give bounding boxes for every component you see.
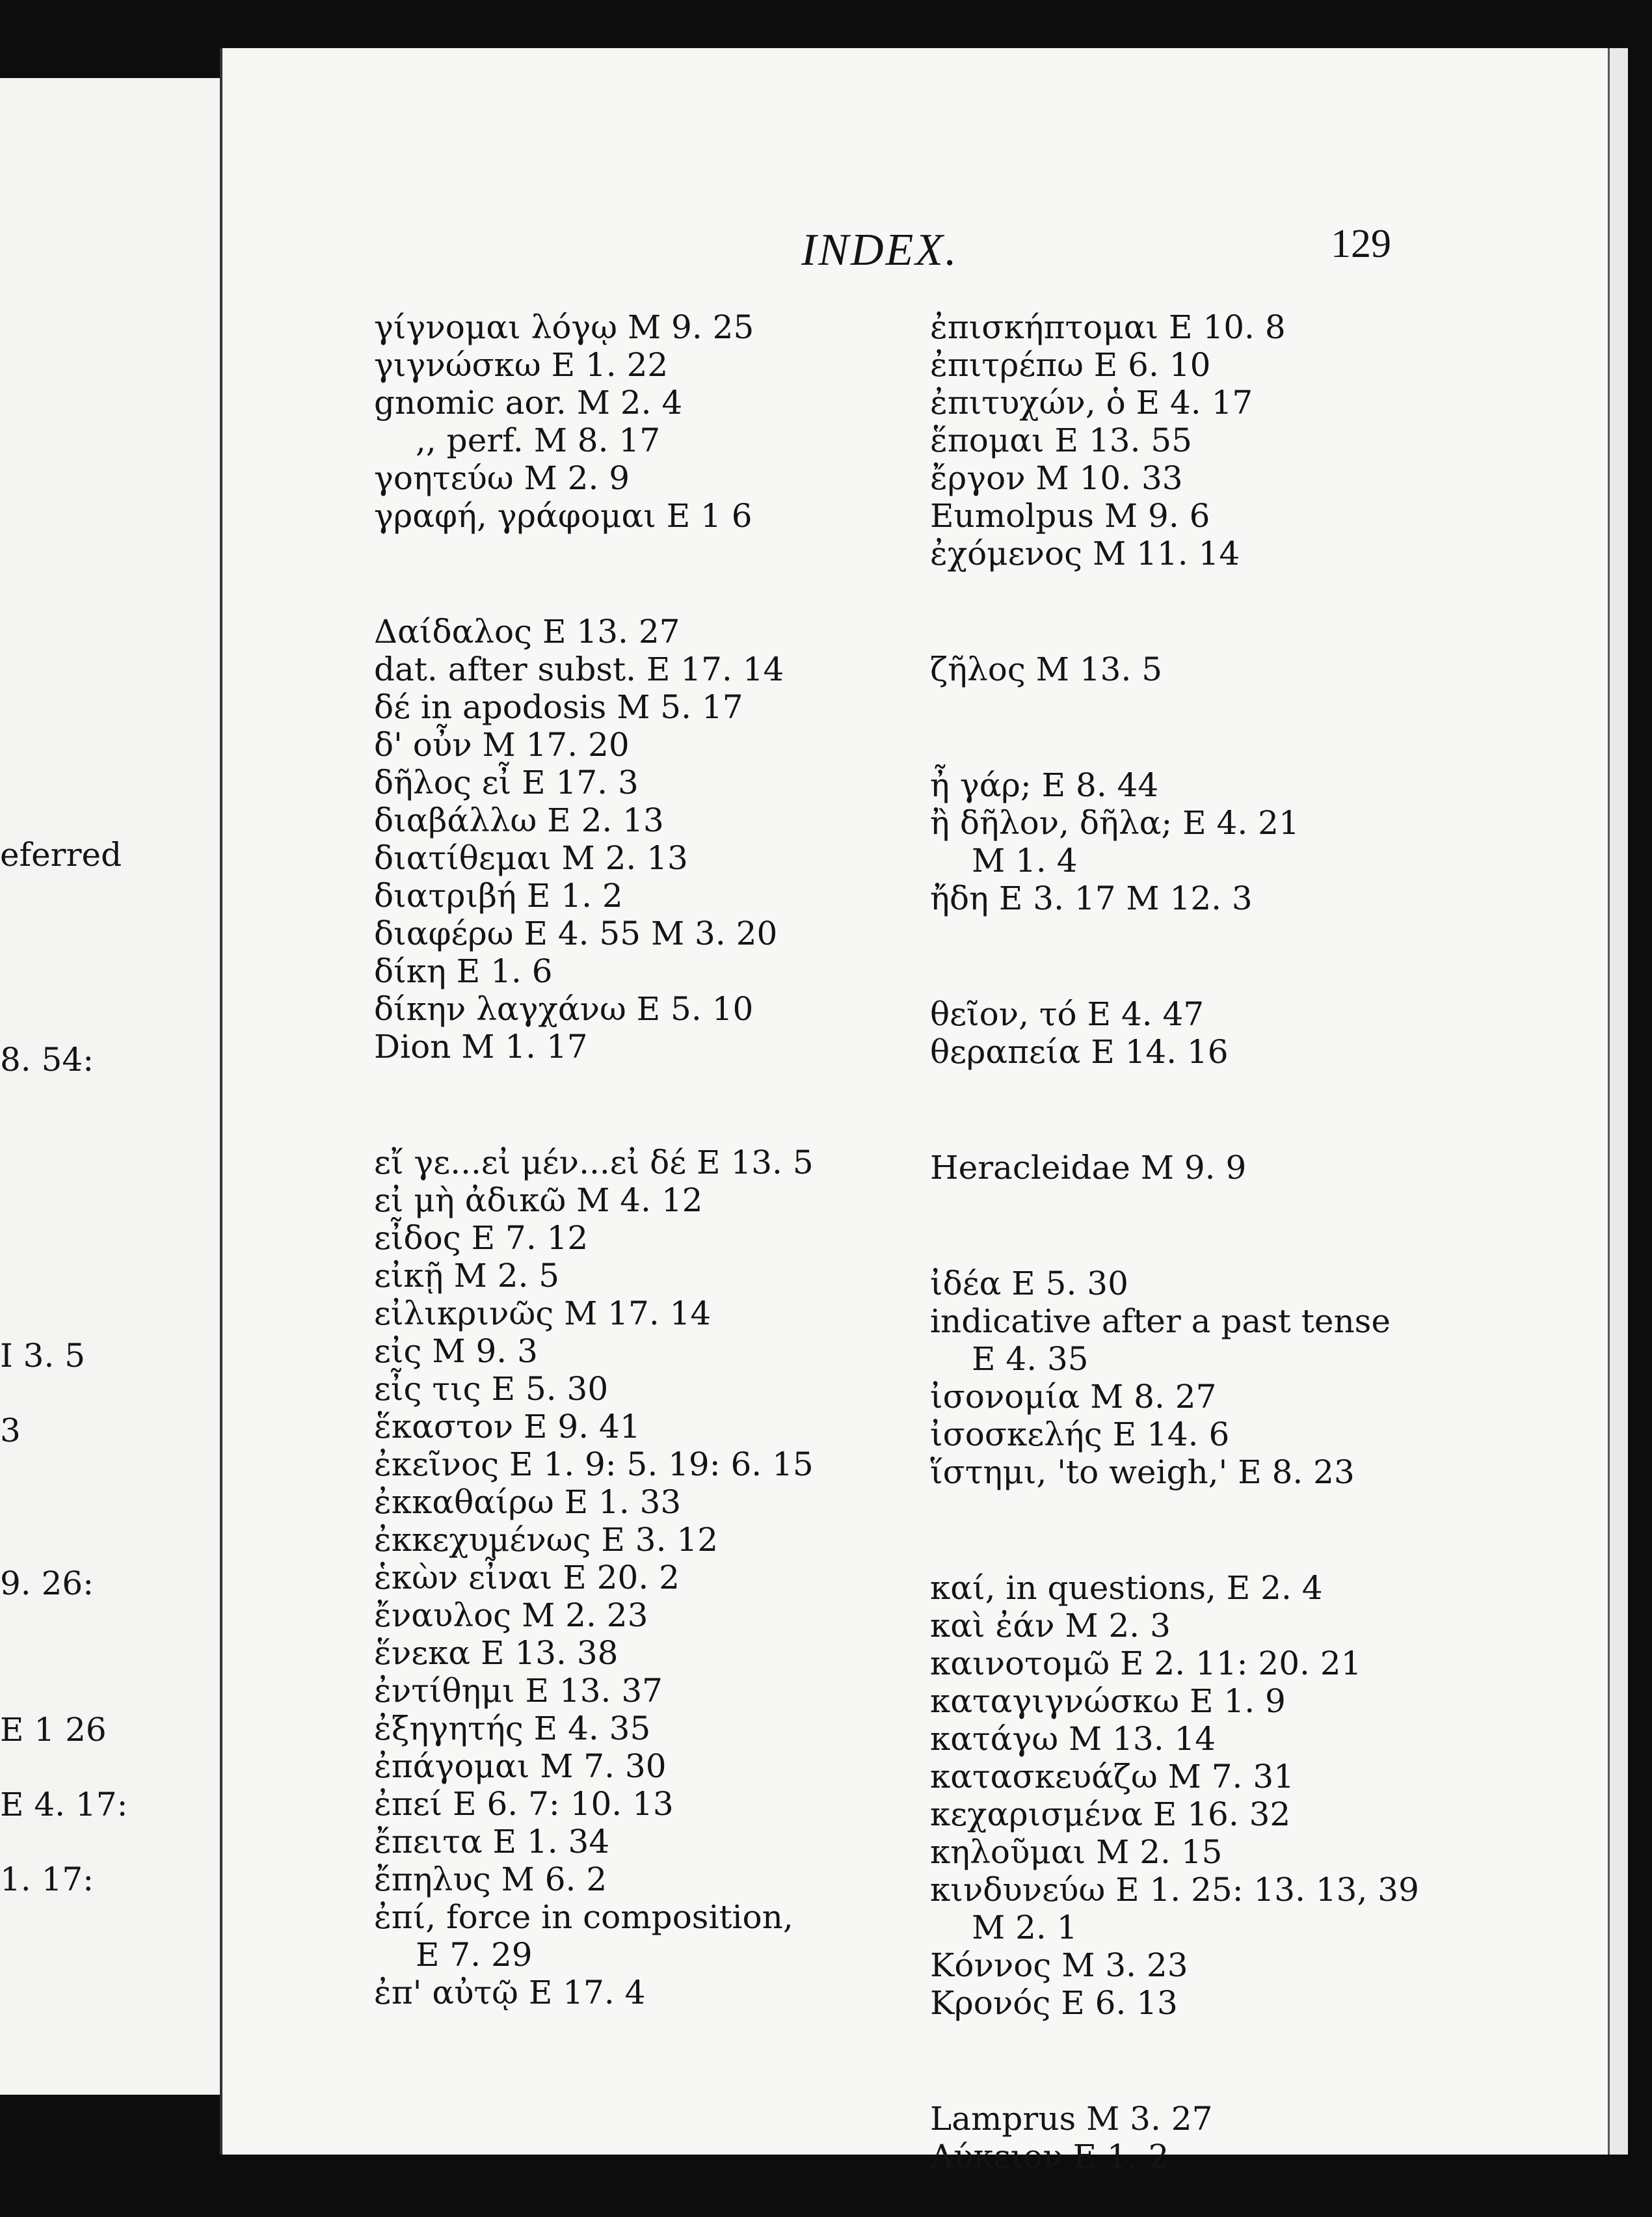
- index-entry: κεχαρισμένα E 16. 32: [930, 1795, 1291, 1833]
- index-entry: διαβάλλω E 2. 13: [374, 801, 664, 839]
- index-entry: δίκην λαγχάνω E 5. 10: [374, 990, 754, 1028]
- index-entry: εἰ μὴ ἀδικῶ M 4. 12: [374, 1181, 703, 1219]
- index-entry: ἐκκαθαίρω E 1. 33: [374, 1483, 682, 1521]
- index-entry: dat. after subst. E 17. 14: [374, 651, 784, 688]
- index-entry: ἐπ' αὐτῷ E 17. 4: [374, 1974, 646, 2011]
- page-edge: [1608, 48, 1628, 2155]
- index-entry: θεῖον, τό E 4. 47: [930, 995, 1205, 1033]
- left-page: [0, 78, 222, 2095]
- index-entry: εἶδος E 7. 12: [374, 1219, 589, 1257]
- index-entry: ἐπιτρέπω E 6. 10: [930, 346, 1211, 384]
- group-spacer: [930, 1187, 1450, 1265]
- index-entry: εἴ γε...εἰ μέν...εἰ δέ E 13. 5: [374, 1144, 814, 1181]
- index-entry: ἕπομαι E 13. 55: [930, 422, 1192, 459]
- group-spacer: [930, 2022, 1450, 2100]
- index-entry: διαφέρω E 4. 55 M 3. 20: [374, 915, 778, 952]
- index-entry: indicative after a past tense: [930, 1302, 1391, 1340]
- index-entry: ἕνεκα E 13. 38: [374, 1634, 619, 1672]
- index-entry: E 7. 29: [416, 1936, 533, 1974]
- index-entry: δέ in apodosis M 5. 17: [374, 688, 743, 726]
- index-entry: γοητεύω M 2. 9: [374, 459, 630, 497]
- index-entry: ἤδη E 3. 17 M 12. 3: [930, 880, 1253, 917]
- index-entry: Dion M 1. 17: [374, 1028, 588, 1066]
- index-entry: ἔπειτα E 1. 34: [374, 1823, 610, 1861]
- group-spacer: [374, 1066, 894, 1144]
- left-page-fragment: 3: [0, 1412, 21, 1449]
- index-entry: γίγνομαι λόγῳ M 9. 25: [374, 308, 754, 346]
- left-page-fragment: eferred: [0, 836, 122, 874]
- index-entry: ἔπηλυς M 6. 2: [374, 1861, 607, 1898]
- page-number: 129: [1331, 222, 1391, 266]
- index-column-right: [930, 308, 1450, 2175]
- index-entry: κατασκευάζω M 7. 31: [930, 1758, 1294, 1795]
- group-spacer: [374, 535, 894, 613]
- index-entry: καί, in questions, E 2. 4: [930, 1569, 1323, 1607]
- index-entry: ,, perf. M 8. 17: [416, 422, 661, 459]
- index-entry: ἐπί, force in composition,: [374, 1898, 793, 1936]
- index-entry: εἰς M 9. 3: [374, 1332, 538, 1370]
- index-entry: Κόννος M 3. 23: [930, 1946, 1188, 1984]
- index-entry: ἐπεί E 6. 7: 10. 13: [374, 1785, 674, 1823]
- index-entry: κινδυνεύω E 1. 25: 13. 13, 39: [930, 1871, 1419, 1909]
- group-spacer: [930, 1491, 1450, 1569]
- index-entry: κηλοῦμαι M 2. 15: [930, 1833, 1223, 1871]
- index-entry: ἐπάγομαι M 7. 30: [374, 1747, 667, 1785]
- left-page-fragment: E 4. 17:: [0, 1786, 128, 1823]
- group-spacer: [930, 572, 1450, 651]
- index-entry: διατίθεμαι M 2. 13: [374, 839, 688, 877]
- index-entry: ἔναυλος M 2. 23: [374, 1596, 648, 1634]
- index-entry: gnomic aor. M 2. 4: [374, 384, 683, 422]
- left-page-fragment: 9. 26:: [0, 1565, 94, 1602]
- group-spacer: [930, 688, 1450, 766]
- index-entry: ἵστημι, 'to weigh,' E 8. 23: [930, 1453, 1355, 1491]
- left-page-fragment: I 3. 5: [0, 1337, 86, 1375]
- left-page-fragment: E 1 26: [0, 1711, 107, 1749]
- index-entry: ἰδέα E 5. 30: [930, 1265, 1128, 1302]
- index-entry: εἶς τις E 5. 30: [374, 1370, 609, 1408]
- left-page-fragment: 1. 17:: [0, 1861, 94, 1898]
- index-entry: ἐντίθημι E 13. 37: [374, 1672, 663, 1710]
- index-entry: M 1. 4: [972, 842, 1078, 880]
- index-entry: Δαίδαλος E 13. 27: [374, 613, 680, 651]
- index-entry: ἢ δῆλον, δῆλα; E 4. 21: [930, 804, 1299, 842]
- index-entry: καταγιγνώσκω E 1. 9: [930, 1682, 1286, 1720]
- index-entry: Κρονός E 6. 13: [930, 1984, 1178, 2022]
- index-entry: Λύκειον E 1. 2: [930, 2138, 1169, 2175]
- index-entry: διατριβή E 1. 2: [374, 877, 623, 915]
- index-entry: ἐξηγητής E 4. 35: [374, 1710, 651, 1747]
- index-entry: ἰσοσκελής E 14. 6: [930, 1416, 1230, 1453]
- index-entry: ἐπισκήπτομαι E 10. 8: [930, 308, 1286, 346]
- index-entry: εἰλικρινῶς M 17. 14: [374, 1295, 712, 1332]
- index-entry: Heracleidae M 9. 9: [930, 1149, 1247, 1187]
- index-entry: ἕκαστον E 9. 41: [374, 1408, 641, 1445]
- index-entry: M 2. 1: [972, 1909, 1078, 1946]
- index-entry: δίκη E 1. 6: [374, 952, 553, 990]
- index-entry: δῆλος εἶ E 17. 3: [374, 764, 639, 801]
- index-entry: εἰκῇ M 2. 5: [374, 1257, 560, 1295]
- index-entry: γιγνώσκω E 1. 22: [374, 346, 669, 384]
- index-entry: ἐκκεχυμένως E 3. 12: [374, 1521, 719, 1559]
- index-entry: Eumolpus M 9. 6: [930, 497, 1210, 535]
- index-entry: δ' οὖν M 17. 20: [374, 726, 630, 764]
- index-entry: Lamprus M 3. 27: [930, 2100, 1213, 2138]
- index-entry: ἐχόμενος M 11. 14: [930, 535, 1240, 572]
- index-entry: ἦ γάρ; E 8. 44: [930, 766, 1159, 804]
- page-title: INDEX.: [801, 225, 959, 275]
- index-entry: ἰσονομία M 8. 27: [930, 1378, 1217, 1416]
- index-entry: ἔργον M 10. 33: [930, 459, 1183, 497]
- index-entry: καινοτομῶ E 2. 11: 20. 21: [930, 1645, 1362, 1682]
- index-entry: κατάγω M 13. 14: [930, 1720, 1216, 1758]
- index-entry: E 4. 35: [972, 1340, 1089, 1378]
- index-column-left: [374, 308, 894, 2011]
- group-spacer: [930, 917, 1450, 995]
- left-page-fragment: 8. 54:: [0, 1041, 94, 1079]
- index-entry: γραφή, γράφομαι E 1 6: [374, 497, 753, 535]
- index-entry: ζῆλος M 13. 5: [930, 651, 1163, 688]
- index-entry: ἐπιτυχών, ὁ E 4. 17: [930, 384, 1253, 422]
- index-entry: ἐκεῖνος E 1. 9: 5. 19: 6. 15: [374, 1445, 814, 1483]
- group-spacer: [930, 1071, 1450, 1149]
- index-entry: ἑκὼν εἶναι E 20. 2: [374, 1559, 680, 1596]
- index-entry: θεραπεία E 14. 16: [930, 1033, 1229, 1071]
- index-entry: καὶ ἐάν M 2. 3: [930, 1607, 1171, 1645]
